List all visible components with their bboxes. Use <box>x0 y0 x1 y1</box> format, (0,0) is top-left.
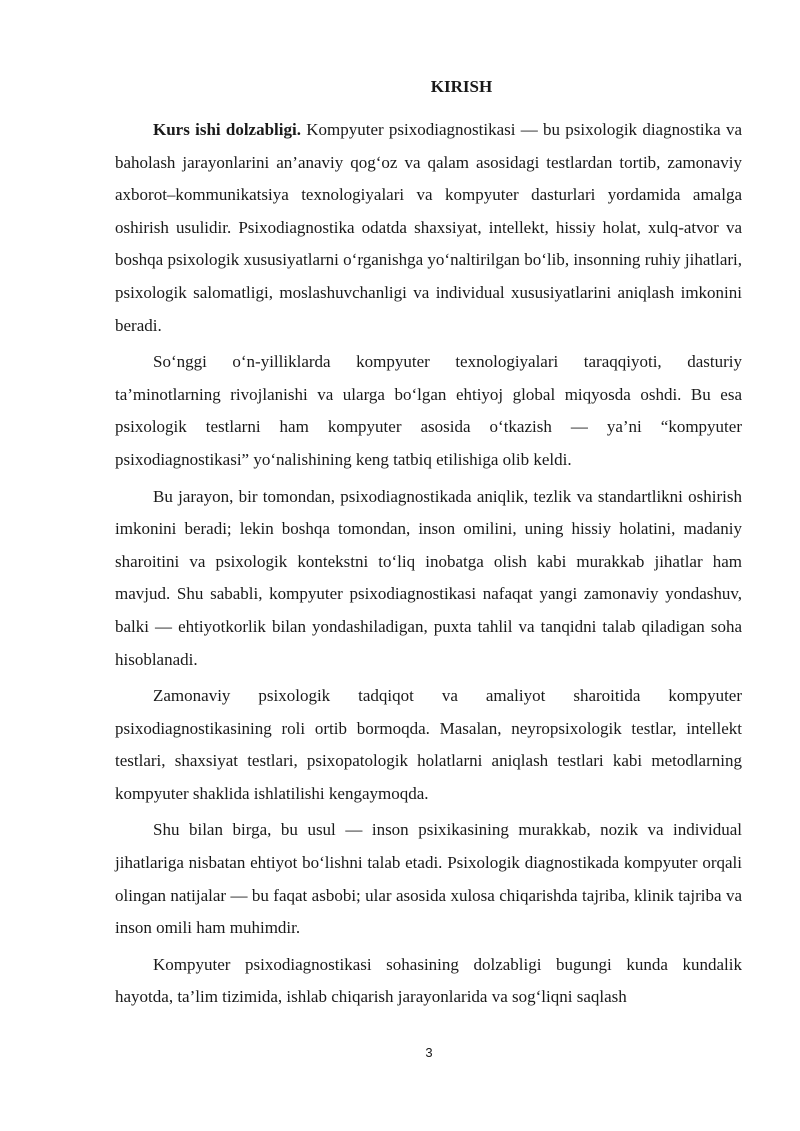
paragraph-lead: Kurs ishi dolzabligi. <box>153 120 301 139</box>
document-body <box>115 72 742 1018</box>
paragraph-text: Kompyuter psixodiagnostikasi — bu psixologik diagnostika va baholash jarayonlarini an’anaviy qog‘oz va qalam asosidagi testlardan tortib, zamonaviy axborot–kommunikatsiya texnologiyalari va kompyuter dasturlari yordamida amalga oshirish usulidir. Psixodiagnostika odatda shaxsiyat, intellekt, hissiy holat, xulq-atvor va boshqa psixologik xususiyatlarni o‘rganishga yo‘naltirilgan bo‘lib, insonning ruhiy jihatlari, psixologik salomatligi, moslashuvchanligi va individual xususiyatlarini aniqlash imkonini beradi. <box>115 120 742 335</box>
paragraph: Zamonaviy psixologik tadqiqot va amaliyot sharoitida kompyuter psixodiagnostikasining roli ortib bormoqda. Masalan, neyropsixologik testlar, intellekt testlari, shaxsiyat testlari, psixopatologik holatlarni aniqlash testlari kabi metodlarning kompyuter shaklida ishlatilishi kengaymoqda. <box>115 686 742 803</box>
page-number: 3 <box>425 1045 433 1060</box>
paragraph: So‘nggi o‘n-yilliklarda kompyuter texnologiyalari taraqqiyoti, dasturiy ta’minotlarning rivojlanishi va ularga bo‘lgan ehtiyoj global miqyosda oshdi. Bu esa psixologik testlarni ham kompyuter asosida o‘tkazish — ya’ni “kompyuter psixodiagnostikasi” yo‘nalishining keng tatbiq etilishiga olib keldi. <box>115 352 742 469</box>
paragraph: Shu bilan birga, bu usul — inson psixikasining murakkab, nozik va individual jihatlariga nisbatan ehtiyot bo‘lishni talab etadi. Psixologik diagnostikada kompyuter orqali olingan natijalar — bu faqat asbobi; ular asosida xulosa chiqarishda tajriba, klinik tajriba va inson omili ham muhimdir. <box>115 820 742 938</box>
section-title: KIRISH <box>430 77 493 96</box>
paragraph: Kompyuter psixodiagnostikasi sohasining dolzabligi bugungi kunda kundalik hayotda, ta’lim tizimida, ishlab chiqarish jarayonlarida va sog‘liqni saqlash <box>115 954 742 1007</box>
paragraph-relevance <box>115 114 742 342</box>
paragraph: Bu jarayon, bir tomondan, psixodiagnostikada aniqlik, tezlik va standartlikni oshirish imkonini beradi; lekin boshqa tomondan, inson omilini, uning hissiy holatini, madaniy sharoitini va psixologik kontekstni to‘liq inobatga olish kabi murakkab jihatlar ham mavjud. Shu sababli, kompyuter psixodiagnostikasi nafaqat yangi zamonaviy yondashuv, balki — ehtiyotkorlik bilan yondashiladigan, puxta tahlil va tanqidni talab qiladigan soha hisoblanadi. <box>115 486 742 669</box>
